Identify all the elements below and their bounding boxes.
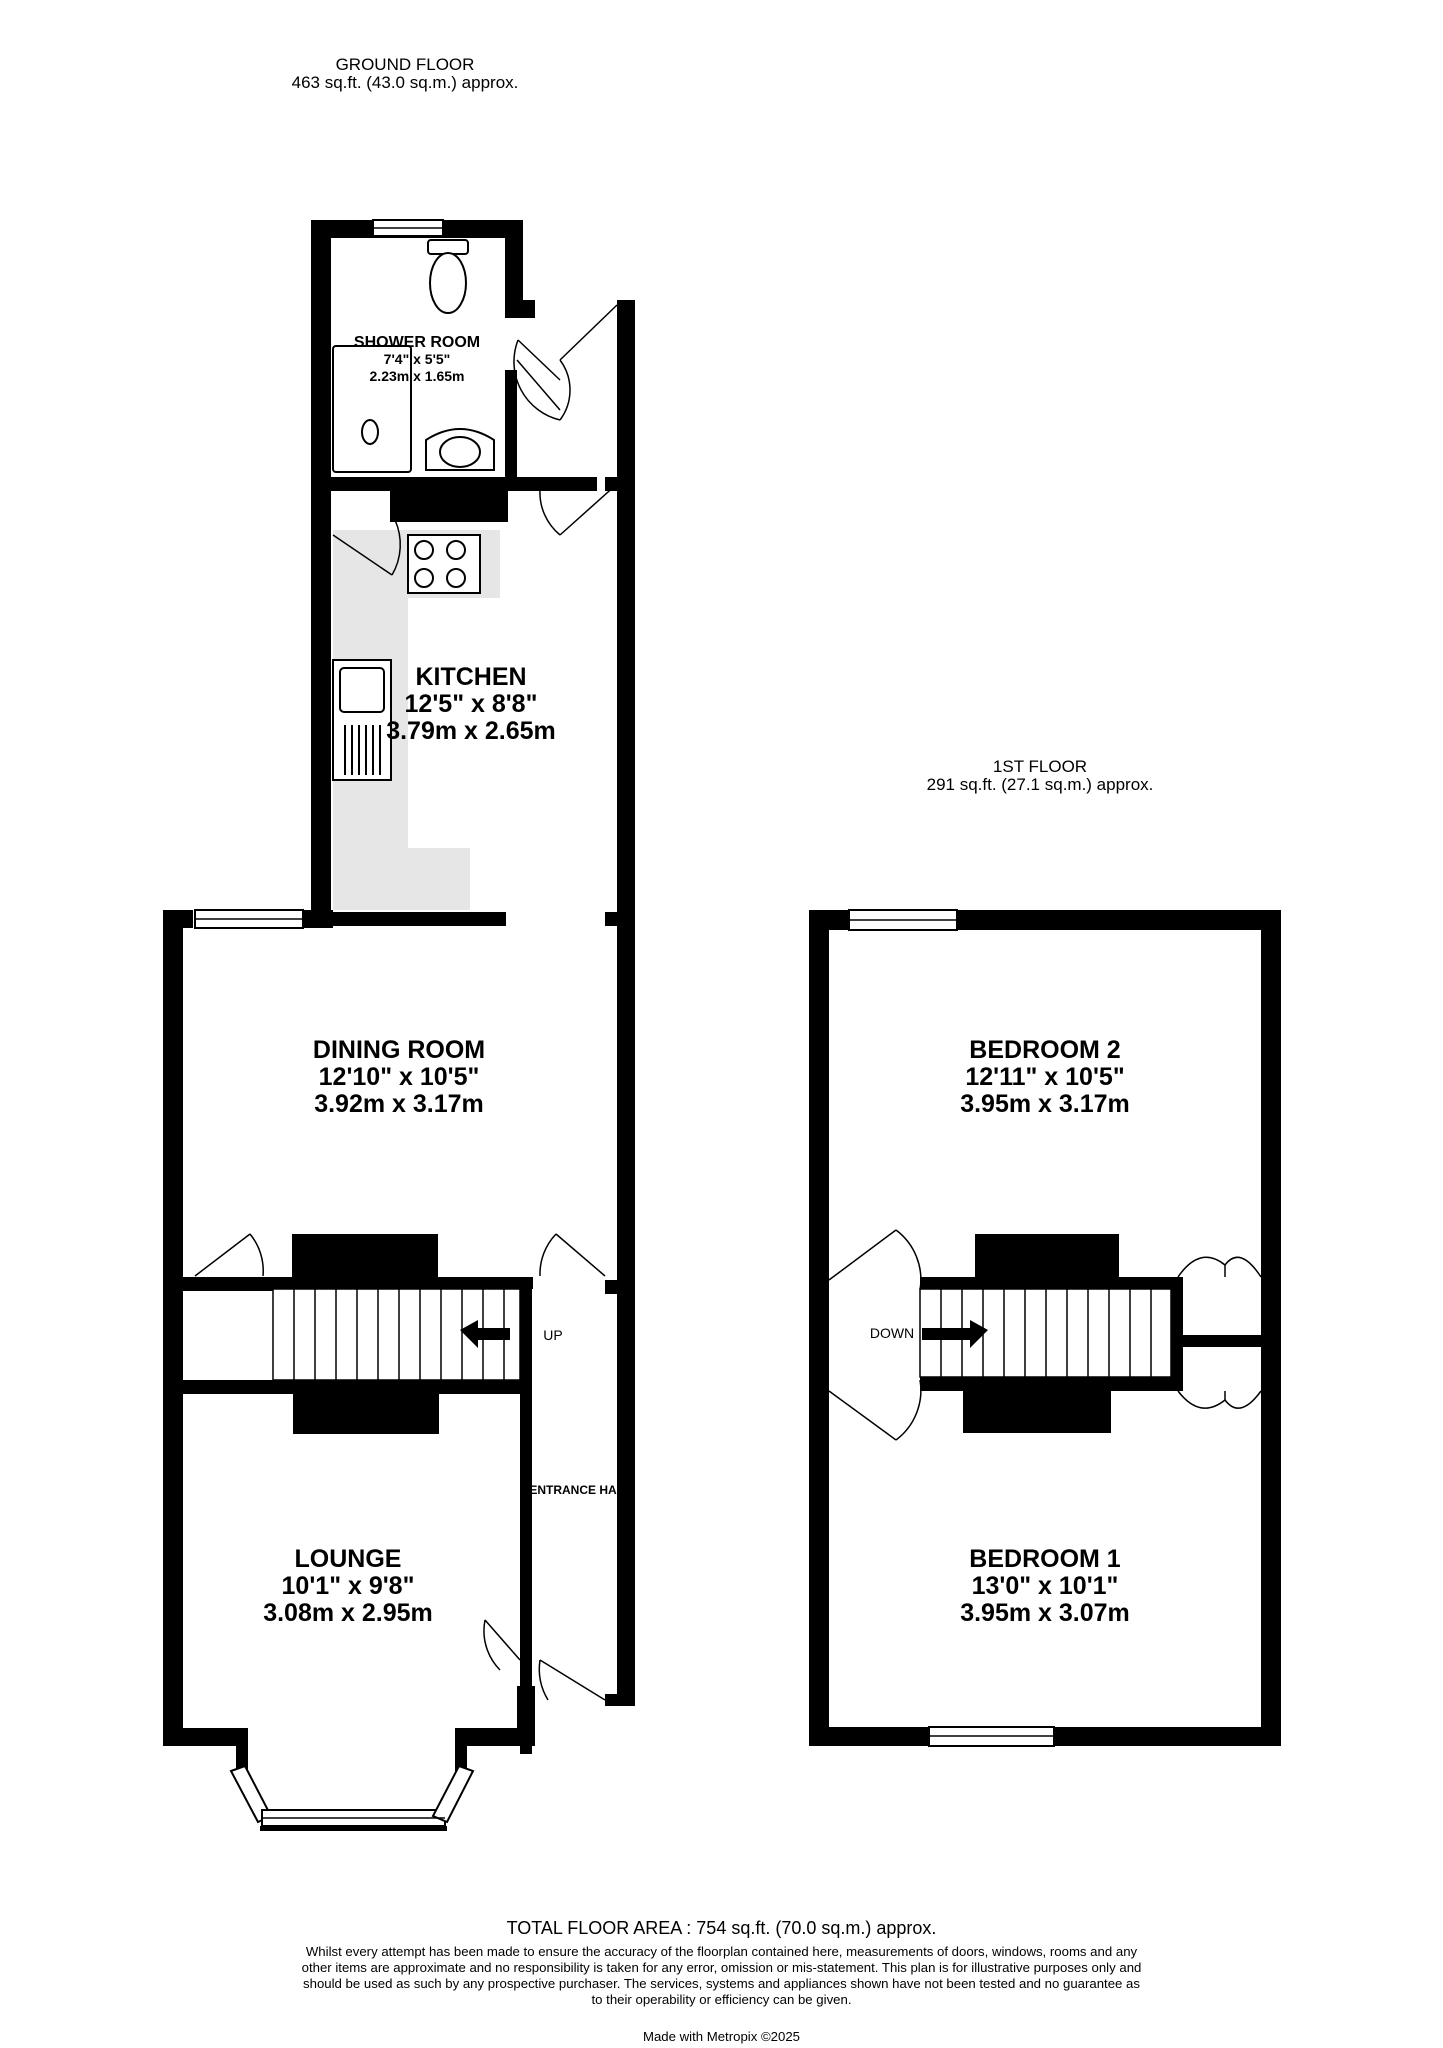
dining-room-metric: 3.92m x 3.17m [314,1090,484,1118]
wall [809,1280,829,1294]
chimney-breast [293,1392,439,1434]
wall [505,370,517,482]
kitchen-sink [333,660,391,780]
wall [163,1380,528,1394]
first-floor-plan [809,910,1281,1746]
lounge-metric: 3.08m x 2.95m [263,1599,433,1627]
wall [520,1289,532,1754]
wall [1171,1335,1281,1347]
lounge-name: LOUNGE [294,1545,402,1573]
wash-basin [426,429,494,470]
wall [1054,1727,1281,1746]
total-floor-area: TOTAL FLOOR AREA : 754 sq.ft. (70.0 sq.m.) approx. [506,1918,937,1938]
wall [1171,1277,1183,1391]
wall [163,1728,248,1746]
wall [517,1686,535,1746]
bay-window [231,1766,473,1826]
entrance-hall-label: ENTRANCE HA [529,1483,617,1497]
wall [957,910,1281,930]
wall [260,1826,447,1831]
wall [605,477,635,491]
wall [809,1377,829,1391]
bedroom-2-label [960,1036,1130,1118]
wall [273,1277,533,1289]
wall [311,480,331,920]
wall [605,1280,635,1294]
bedroom-2-name: BEDROOM 2 [969,1036,1121,1064]
wall [605,1694,635,1706]
shower-room-metric: 2.23m x 1.65m [369,368,465,384]
shower-room-name: SHOWER ROOM [353,334,481,351]
bedroom-1-metric: 3.95m x 3.07m [960,1599,1130,1627]
chimney-breast [390,477,508,522]
chimney-breast [292,1234,438,1278]
dining-room-name: DINING ROOM [312,1036,486,1064]
kitchen-label [386,663,556,745]
chimney-breast [975,1234,1119,1278]
kitchen-name: KITCHEN [415,663,527,691]
wall [541,477,597,491]
stairs-up-label: UP [543,1327,563,1343]
first-floor-area: 291 sq.ft. (27.1 sq.m.) approx. [926,775,1154,794]
disclaimer: Whilst every attempt has been made to ensure the accuracy of the floorplan contained here, measurements of doors, windows, rooms and any other items are approximate and no responsibility is taken for any error, omission or mis-statement. This plan is for illustrative purposes only and should be used as such by any prospective purchaser. The services, systems and appliances shown have not been tested and no guarantee as to their operability or efficiency can be given. [301,1944,1142,2007]
wall [505,300,535,318]
kitchen-metric: 3.79m x 2.65m [386,717,556,745]
wall [809,910,829,1746]
ground-floor-area: 463 sq.ft. (43.0 sq.m.) approx. [291,73,519,92]
bedroom-1-name: BEDROOM 1 [969,1545,1121,1573]
bedroom-1-imperial: 13'0" x 10'1" [971,1572,1119,1600]
credit: Made with Metropix ©2025 [642,2029,801,2044]
wall [163,910,183,1746]
wall [303,910,333,928]
wall [163,910,193,928]
shower-room-imperial: 7'4" x 5'5" [383,351,451,367]
lounge-imperial: 10'1" x 9'8" [281,1572,415,1600]
dining-room-imperial: 12'10" x 10'5" [318,1063,480,1091]
stairs-down-label: DOWN [869,1325,915,1341]
wall [809,910,849,930]
first-floor-title: 1ST FLOOR [992,757,1088,776]
bedroom-1-label [960,1545,1130,1627]
ground-floor-title: GROUND FLOOR [335,55,475,74]
wall [920,1277,1180,1289]
wall [331,912,506,926]
chimney-breast [963,1391,1111,1433]
wall [163,1277,273,1291]
wall [505,220,523,310]
wall [617,300,635,1704]
hob [408,535,480,593]
wall [809,1727,929,1746]
bedroom-2-metric: 3.95m x 3.17m [960,1090,1130,1118]
wall [1261,910,1281,1746]
wall [920,1377,1180,1391]
dining-room-label [313,1036,485,1118]
kitchen-imperial: 12'5" x 8'8" [404,690,538,718]
ground-floor-plan [163,220,635,1831]
wall [605,912,635,926]
lounge-label [263,1545,433,1627]
wall [311,220,331,490]
toilet [428,240,468,313]
bedroom-2-imperial: 12'11" x 10'5" [965,1063,1125,1091]
